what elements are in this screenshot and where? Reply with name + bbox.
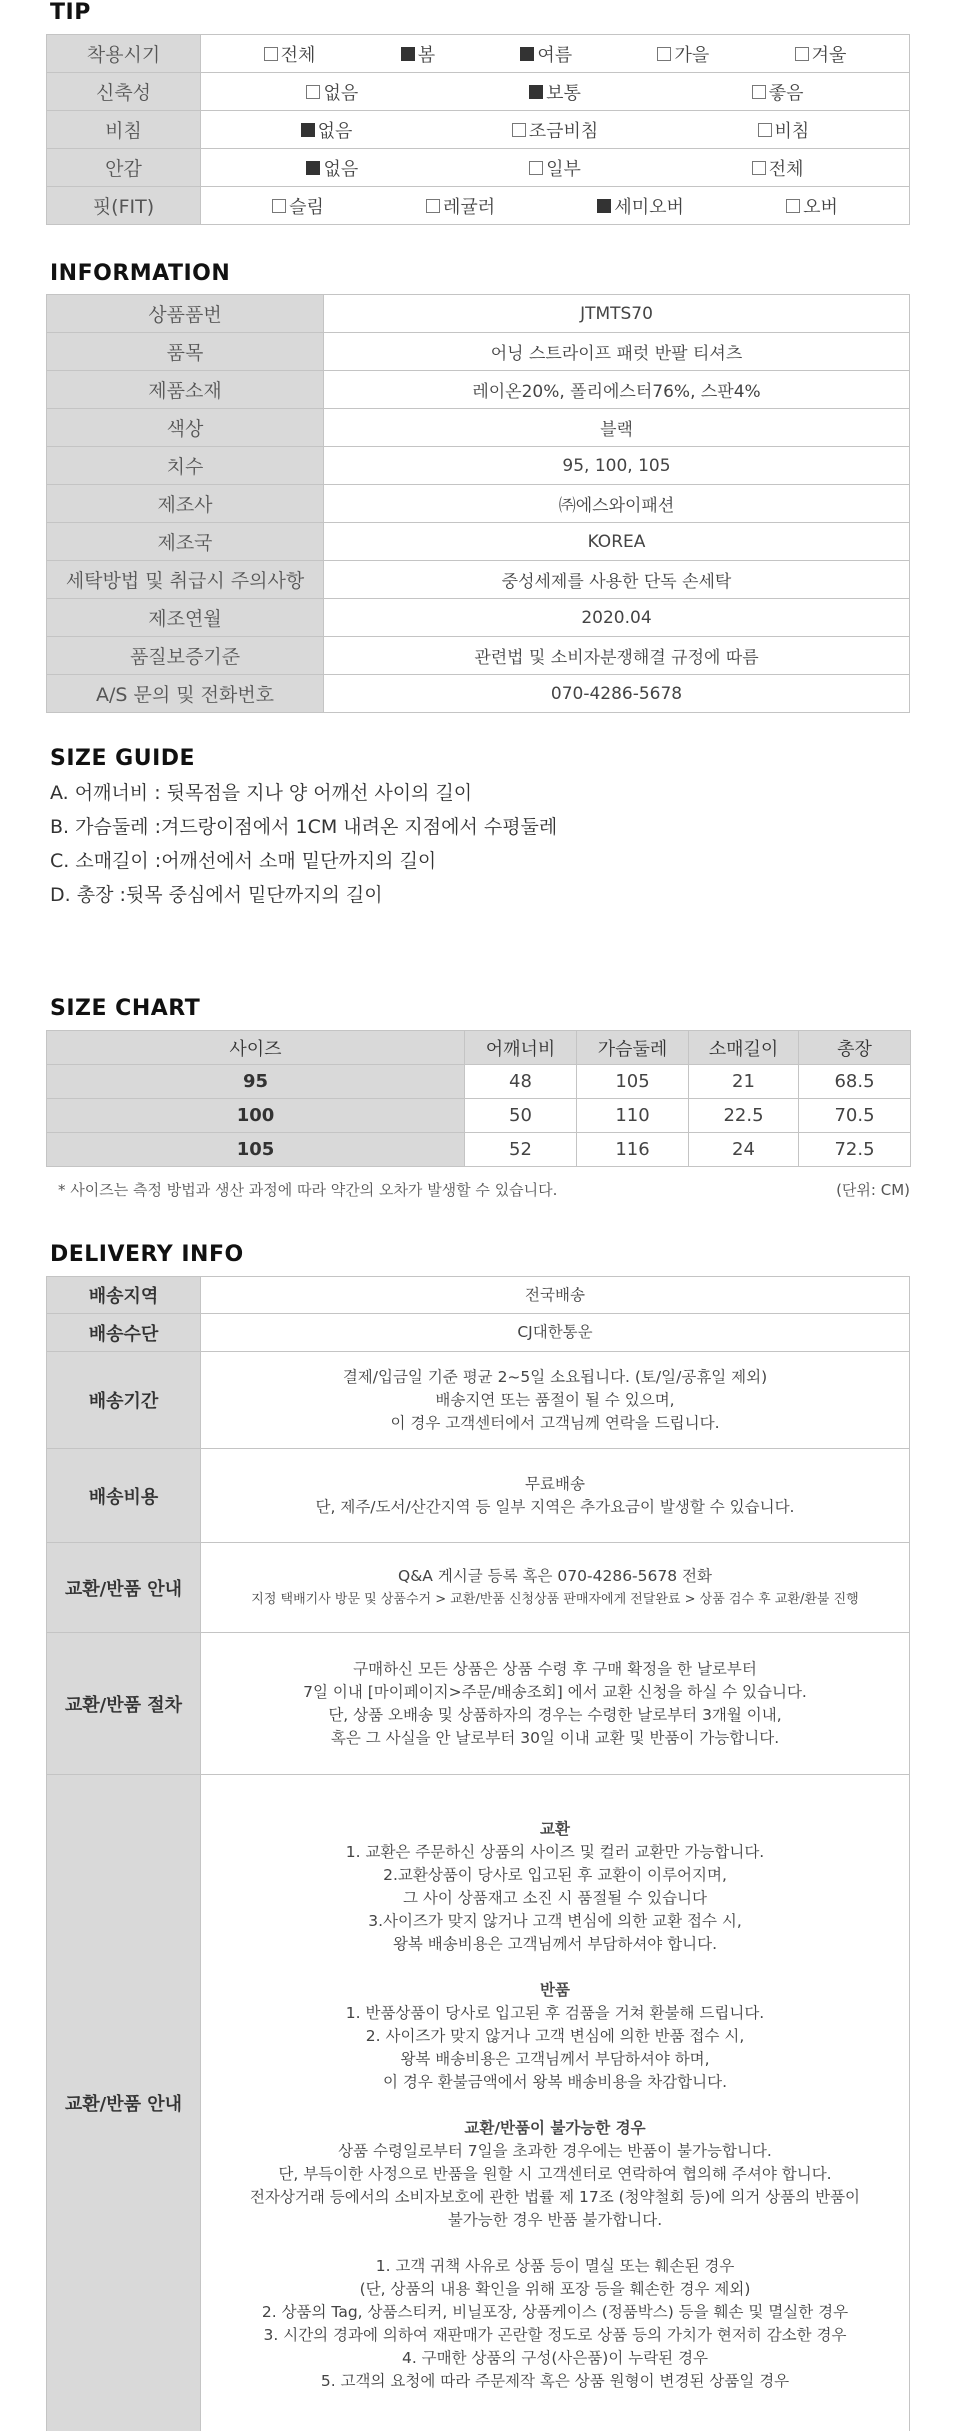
- tip-option: [401, 41, 435, 67]
- info-row: [47, 561, 910, 599]
- exchange-heading: 교환: [540, 1819, 570, 1838]
- unchecked-box-icon: [512, 123, 526, 137]
- delivery-title: DELIVERY INFO: [50, 1242, 244, 1267]
- unchecked-box-icon: [529, 161, 543, 175]
- size-chart-unit: (단위: CM): [836, 1181, 910, 1199]
- tip-row-options: [201, 111, 910, 149]
- tip-option: [786, 193, 838, 219]
- size-chart-header: 가슴둘레: [577, 1031, 689, 1065]
- tip-row: [47, 149, 910, 187]
- checked-box-icon: [401, 47, 415, 61]
- delivery-procedure-line: 7일 이내 [마이페이지>주문/배송조회] 에서 교환 신청을 하실 수 있습니다.: [303, 1682, 807, 1701]
- size-guide-item-c: C. 소매길이 :어깨선에서 소매 밑단까지의 길이: [50, 850, 437, 872]
- size-chart-note: * 사이즈는 측정 방법과 생산 과정에 따라 약간의 오차가 발생할 수 있습니다.: [58, 1181, 558, 1199]
- tip-option: [512, 117, 599, 143]
- info-row-value: 어닝 스트라이프 패럿 반팔 티셔츠: [324, 333, 910, 371]
- tip-row: [47, 73, 910, 111]
- unchecked-box-icon: [426, 199, 440, 213]
- tip-row-options: [201, 73, 910, 111]
- impossible-intro: 전자상거래 등에서의 소비자보호에 관한 법률 제 17조 (청약철회 등)에 의거 상품의 반품이: [249, 2187, 861, 2206]
- delivery-cost-line: 단, 제주/도서/산간지역 등 일부 지역은 추가요금이 발생할 수 있습니다.: [315, 1497, 795, 1516]
- tip-row-label: 핏(FIT): [47, 187, 201, 225]
- info-row-label: 제조사: [47, 485, 324, 523]
- return-item: 2. 사이즈가 맞지 않거나 고객 변심에 의한 반품 접수 시,: [365, 2026, 745, 2045]
- delivery-method-value: CJ대한통운: [201, 1314, 910, 1352]
- delivery-procedure-line: 단, 상품 오배송 및 상품하자의 경우는 수령한 날로부터 3개월 이내,: [328, 1705, 782, 1724]
- size-chart-cell: 48: [465, 1065, 577, 1099]
- delivery-period-line: 배송지연 또는 품절이 될 수 있으며,: [435, 1390, 675, 1409]
- size-chart-header: 총장: [799, 1031, 911, 1065]
- checked-box-icon: [301, 123, 315, 137]
- delivery-row-period: [47, 1352, 910, 1449]
- info-row-value: 2020.04: [324, 599, 910, 637]
- size-guide-title: SIZE GUIDE: [50, 746, 196, 771]
- delivery-exchange-value: [201, 1543, 910, 1633]
- size-chart-header: 사이즈: [47, 1031, 465, 1065]
- tip-option: [758, 117, 810, 143]
- tip-option-label: 레귤러: [443, 196, 496, 218]
- size-chart-cell: 68.5: [799, 1065, 911, 1099]
- unchecked-box-icon: [758, 123, 772, 137]
- size-chart-cell: 105: [577, 1065, 689, 1099]
- tip-option-label: 없음: [323, 82, 359, 104]
- size-chart-cell: 72.5: [799, 1133, 911, 1167]
- size-chart-size: 100: [47, 1099, 465, 1133]
- delivery-area-value: 전국배송: [201, 1277, 910, 1314]
- info-row-label: 제조연월: [47, 599, 324, 637]
- tip-option: [426, 193, 495, 219]
- delivery-exchange-label: 교환/반품 안내: [47, 1543, 201, 1633]
- info-row: [47, 371, 910, 409]
- info-row-value: 관련법 및 소비자분쟁해결 규정에 따름: [324, 637, 910, 675]
- tip-row-options: [201, 35, 910, 73]
- delivery-table: [46, 1276, 910, 2431]
- unchecked-box-icon: [786, 199, 800, 213]
- tip-option: [306, 155, 358, 181]
- unchecked-box-icon: [264, 47, 278, 61]
- delivery-period-label: 배송기간: [47, 1352, 201, 1449]
- size-chart-cell: 50: [465, 1099, 577, 1133]
- size-chart-cell: 110: [577, 1099, 689, 1133]
- tip-option-label: 일부: [546, 158, 581, 180]
- size-chart-cell: 116: [577, 1133, 689, 1167]
- size-chart-cell: 24: [689, 1133, 799, 1167]
- tip-options: [201, 155, 909, 181]
- exchange-item: 그 사이 상품재고 소진 시 품절될 수 있습니다: [402, 1888, 707, 1907]
- size-chart-cell: 21: [689, 1065, 799, 1099]
- impossible-intro: 단, 부득이한 사정으로 반품을 원할 시 고객센터로 연락하여 협의해 주셔야 합니다.: [278, 2164, 832, 2183]
- size-guide-list: [50, 776, 557, 912]
- info-row: [47, 333, 910, 371]
- size-chart-header: 소매길이: [689, 1031, 799, 1065]
- tip-options: [201, 117, 909, 143]
- tip-option: [657, 41, 709, 67]
- delivery-procedure-line: 혹은 그 사실을 안 날로부터 30일 이내 교환 및 반품이 가능합니다.: [330, 1728, 780, 1747]
- tip-option: [597, 193, 684, 219]
- delivery-method-label: 배송수단: [47, 1314, 201, 1352]
- tip-option: [306, 79, 358, 105]
- delivery-row-exchange: [47, 1543, 910, 1633]
- tip-option-label: 없음: [317, 120, 353, 142]
- info-row: [47, 523, 910, 561]
- delivery-exchange-steps: 지정 택배기사 방문 및 상품수거 > 교환/반품 신청상품 판매자에게 전달완료 > 상품 검수 후 교환/환불 진행: [251, 1591, 859, 1607]
- info-row: [47, 599, 910, 637]
- tip-row: [47, 111, 910, 149]
- tip-option: [301, 117, 353, 143]
- unchecked-box-icon: [795, 47, 809, 61]
- return-item: 이 경우 환불금액에서 왕복 배송비용을 차감합니다.: [383, 2072, 727, 2091]
- checked-box-icon: [597, 199, 611, 213]
- size-chart-row: [47, 1133, 911, 1167]
- checked-box-icon: [306, 161, 320, 175]
- size-chart-cell: 52: [465, 1133, 577, 1167]
- tip-row-label: 신축성: [47, 73, 201, 111]
- tip-title: TIP: [50, 0, 91, 25]
- impossible-item: 5. 고객의 요청에 따라 주문제작 혹은 상품 원형이 변경된 상품일 경우: [320, 2371, 790, 2390]
- return-heading: 반품: [540, 1980, 570, 1999]
- tip-option-label: 비침: [774, 120, 810, 142]
- info-row-value: 레이온20%, 폴리에스터76%, 스판4%: [324, 371, 910, 409]
- tip-option-label: 겨울: [811, 44, 847, 66]
- delivery-period-value: [201, 1352, 910, 1449]
- tip-option-label: 세미오버: [614, 196, 684, 218]
- tip-row-label: 착용시기: [47, 35, 201, 73]
- unchecked-box-icon: [272, 199, 286, 213]
- delivery-period-line: 결제/입금일 기준 평균 2~5일 소요됩니다. (토/일/공휴일 제외): [342, 1367, 768, 1386]
- info-row-value: 블랙: [324, 409, 910, 447]
- tip-option: [264, 41, 316, 67]
- impossible-heading: 교환/반품이 불가능한 경우: [464, 2118, 646, 2137]
- exchange-item: 3.사이즈가 맞지 않거나 고객 변심에 의한 교환 접수 시,: [368, 1911, 742, 1930]
- delivery-guide-label: 교환/반품 안내: [47, 1775, 201, 2431]
- tip-option-label: 전체: [280, 44, 316, 66]
- info-row: [47, 447, 910, 485]
- impossible-intro: 불가능한 경우 반품 불가합니다.: [447, 2210, 663, 2229]
- tip-option-label: 슬림: [289, 196, 324, 218]
- impossible-item: (단, 상품의 내용 확인을 위해 포장 등을 훼손한 경우 제외): [359, 2279, 751, 2298]
- tip-option: [795, 41, 847, 67]
- info-row-value: KOREA: [324, 523, 910, 561]
- tip-option-label: 없음: [323, 158, 359, 180]
- tip-table: [46, 34, 910, 225]
- size-chart-title: SIZE CHART: [50, 996, 201, 1021]
- tip-row: [47, 187, 910, 225]
- exchange-item: 왕복 배송비용은 고객님께서 부담하셔야 합니다.: [392, 1934, 718, 1953]
- delivery-procedure-line: 구매하신 모든 상품은 상품 수령 후 구매 확정을 한 날로부터: [353, 1659, 757, 1678]
- unchecked-box-icon: [657, 47, 671, 61]
- info-row: [47, 485, 910, 523]
- tip-option-label: 가을: [674, 44, 710, 66]
- delivery-period-line: 이 경우 고객센터에서 고객님께 연락을 드립니다.: [390, 1413, 720, 1432]
- delivery-procedure-value: [201, 1633, 910, 1775]
- tip-option: [529, 155, 581, 181]
- tip-options: [201, 41, 909, 67]
- size-chart-cell: 70.5: [799, 1099, 911, 1133]
- info-row-label: 제조국: [47, 523, 324, 561]
- impossible-item: 1. 고객 귀책 사유로 상품 등이 멸실 또는 훼손된 경우: [375, 2256, 735, 2275]
- info-row-label: 품질보증기준: [47, 637, 324, 675]
- delivery-row-procedure: [47, 1633, 910, 1775]
- tip-option-label: 봄: [417, 44, 436, 66]
- unchecked-box-icon: [752, 161, 766, 175]
- impossible-item: 3. 시간의 경과에 의하여 재판매가 곤란할 정도로 상품 등의 가치가 현저히 감소한 경우: [263, 2325, 847, 2344]
- info-row-label: 품목: [47, 333, 324, 371]
- size-chart-cell: 22.5: [689, 1099, 799, 1133]
- tip-option: [752, 155, 804, 181]
- impossible-intro: 상품 수령일로부터 7일을 초과한 경우에는 반품이 불가능합니다.: [338, 2141, 772, 2160]
- size-chart-size: 95: [47, 1065, 465, 1099]
- delivery-row-cost: [47, 1449, 910, 1543]
- info-row-value: JTMTS70: [324, 295, 910, 333]
- tip-option-label: 조금비침: [528, 120, 599, 142]
- delivery-cost-value: [201, 1449, 910, 1543]
- size-chart-row: [47, 1065, 911, 1099]
- info-row-value: 95, 100, 105: [324, 447, 910, 485]
- checked-box-icon: [529, 85, 543, 99]
- delivery-cost-label: 배송비용: [47, 1449, 201, 1543]
- delivery-row-area: [47, 1277, 910, 1314]
- tip-row-label: 안감: [47, 149, 201, 187]
- info-row: [47, 409, 910, 447]
- return-item: 왕복 배송비용은 고객님께서 부담하셔야 하며,: [400, 2049, 710, 2068]
- size-chart-table: [46, 1030, 911, 1167]
- tip-row: [47, 35, 910, 73]
- checked-box-icon: [520, 47, 534, 61]
- info-row-label: 제품소재: [47, 371, 324, 409]
- delivery-cost-line: 무료배송: [525, 1474, 585, 1493]
- info-row-label: A/S 문의 및 전화번호: [47, 675, 324, 713]
- tip-option-label: 여름: [537, 44, 573, 66]
- size-chart-header-row: [47, 1031, 911, 1065]
- tip-option: [752, 79, 804, 105]
- tip-option-label: 오버: [803, 196, 838, 218]
- info-row-value: ㈜에스와이패션: [324, 485, 910, 523]
- info-row-value: 070-4286-5678: [324, 675, 910, 713]
- delivery-area-label: 배송지역: [47, 1277, 201, 1314]
- info-row-label: 치수: [47, 447, 324, 485]
- tip-option-label: 보통: [546, 82, 581, 104]
- return-item: 1. 반품상품이 당사로 입고된 후 검품을 거쳐 환불해 드립니다.: [345, 2003, 765, 2022]
- info-table: [46, 294, 910, 713]
- info-row: [47, 295, 910, 333]
- tip-option: [529, 79, 581, 105]
- tip-option-label: 전체: [768, 158, 804, 180]
- size-chart-header: 어깨너비: [465, 1031, 577, 1065]
- exchange-item: 1. 교환은 주문하신 상품의 사이즈 및 컬러 교환만 가능합니다.: [345, 1842, 765, 1861]
- tip-row-label: 비침: [47, 111, 201, 149]
- size-guide-item-a: A. 어깨너비 : 뒷목점을 지나 양 어깨선 사이의 길이: [50, 782, 473, 804]
- info-row: [47, 637, 910, 675]
- delivery-row-method: [47, 1314, 910, 1352]
- tip-row-options: [201, 187, 910, 225]
- tip-option-label: 좋음: [768, 82, 804, 104]
- exchange-item: 2.교환상품이 당사로 입고된 후 교환이 이루어지며,: [383, 1865, 727, 1884]
- size-guide-item-d: D. 총장 :뒷목 중심에서 밑단까지의 길이: [50, 884, 383, 906]
- tip-option: [272, 193, 324, 219]
- delivery-procedure-label: 교환/반품 절차: [47, 1633, 201, 1775]
- delivery-guide-value: [201, 1775, 910, 2431]
- info-title: INFORMATION: [50, 261, 231, 286]
- delivery-exchange-line: Q&A 게시글 등록 혹은 070-4286-5678 전화: [398, 1566, 712, 1585]
- tip-row-options: [201, 149, 910, 187]
- impossible-item: 4. 구매한 상품의 구성(사은품)이 누락된 경우: [401, 2348, 709, 2367]
- info-row-label: 색상: [47, 409, 324, 447]
- unchecked-box-icon: [752, 85, 766, 99]
- tip-options: [201, 79, 909, 105]
- unchecked-box-icon: [306, 85, 320, 99]
- info-row: [47, 675, 910, 713]
- delivery-row-guide: [47, 1775, 910, 2431]
- size-guide-item-b: B. 가슴둘레 :겨드랑이점에서 1CM 내려온 지점에서 수평둘레: [50, 816, 558, 838]
- size-chart-row: [47, 1099, 911, 1133]
- tip-option: [520, 41, 572, 67]
- impossible-item: 2. 상품의 Tag, 상품스티커, 비닐포장, 상품케이스 (정품박스) 등을 훼손 및 멸실한 경우: [261, 2302, 849, 2321]
- info-row-label: 세탁방법 및 취급시 주의사항: [47, 561, 324, 599]
- info-row-value: 중성세제를 사용한 단독 손세탁: [324, 561, 910, 599]
- tip-options: [201, 193, 909, 219]
- info-row-label: 상품품번: [47, 295, 324, 333]
- size-chart-size: 105: [47, 1133, 465, 1167]
